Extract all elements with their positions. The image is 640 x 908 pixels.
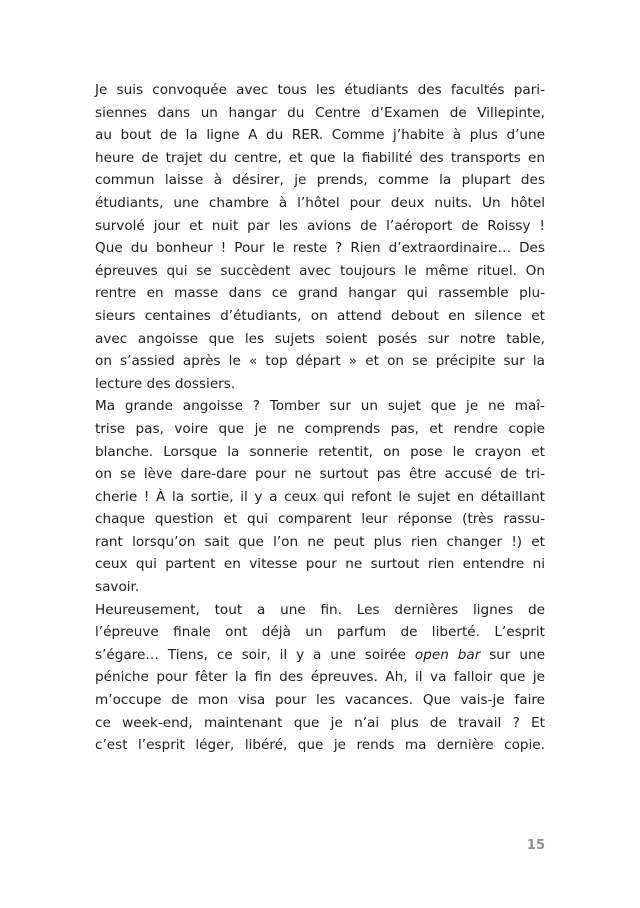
text-line: survolé jour et nuit par les avions de l’aéroport de Roissy ! [95,217,545,234]
text-line: rentre en masse dans ce grand hangar qui rassemble plu- [95,285,545,302]
text-line: ce week-end, maintenant que je n’ai plus de travail ? Et [95,714,545,731]
text-line: on se lève dare-dare pour ne surtout pas être accusé de tri- [95,466,545,483]
page-number: 15 [526,838,545,853]
text-line: Heureusement, tout a une fin. Les dernières lignes de [95,601,545,618]
text-line: ceux qui partent en vitesse pour ne surtout rien entendre ni [95,556,545,573]
text-line: on s’assied après le « top départ » et on se précipite sur la [95,353,545,370]
text-line: sieurs centaines d’étudiants, on attend debout en silence et [95,307,545,324]
text-line: l’épreuve finale ont déjà un parfum de liberté. L’esprit [95,624,545,641]
text-line: péniche pour fêter la fin des épreuves. Ah, il va falloir que je [95,669,545,686]
text-line: trise pas, voire que je ne comprends pas, et rendre copie [95,420,545,437]
text-line: siennes dans un hangar du Centre d’Examen de Villepinte, [95,104,545,121]
text-line: Que du bonheur ! Pour le reste ? Rien d’extraordinaire… Des [95,240,545,257]
text-line: épreuves qui se succèdent avec toujours le même rituel. On [95,262,545,279]
text-line: savoir. [95,579,140,596]
text-line: chaque question et qui comparent leur réponse (très rassu- [95,511,545,528]
text-line: commun laisse à désirer, je prends, comme la plupart des [95,172,545,189]
text-line: s’égare… Tiens, ce soir, il y a une soirée open bar sur une [95,646,545,663]
text-line: Ma grande angoisse ? Tomber sur un sujet que je ne maî- [95,398,545,415]
text-line: lecture des dossiers. [95,375,236,392]
text-line: cherie ! À la sortie, il y a ceux qui refont le sujet en détaillant [95,488,545,505]
text-line: étudiants, une chambre à l’hôtel pour deux nuits. Un hôtel [95,194,545,211]
italic-phrase: open bar [414,646,481,663]
text-line: rant lorsqu’on sait que l’on ne peut plus rien changer !) et [95,533,545,550]
text-line: m’occupe de mon visa pour les vacances. Que vais-je faire [95,692,545,709]
text-line: Je suis convoquée avec tous les étudiants des facultés pari- [95,82,545,98]
text-line: avec angoisse que les sujets soient posés sur notre table, [95,330,545,347]
text-line: heure de trajet du centre, et que la fiabilité des transports en [95,149,545,166]
text-line: c’est l’esprit léger, libéré, que je rends ma dernière copie. [95,737,545,754]
body-text [95,79,545,757]
text-line: au bout de la ligne A du RER. Comme j’habite à plus d’une [95,127,545,144]
text-line: blanche. Lorsque la sonnerie retentit, on pose le crayon et [95,443,545,460]
